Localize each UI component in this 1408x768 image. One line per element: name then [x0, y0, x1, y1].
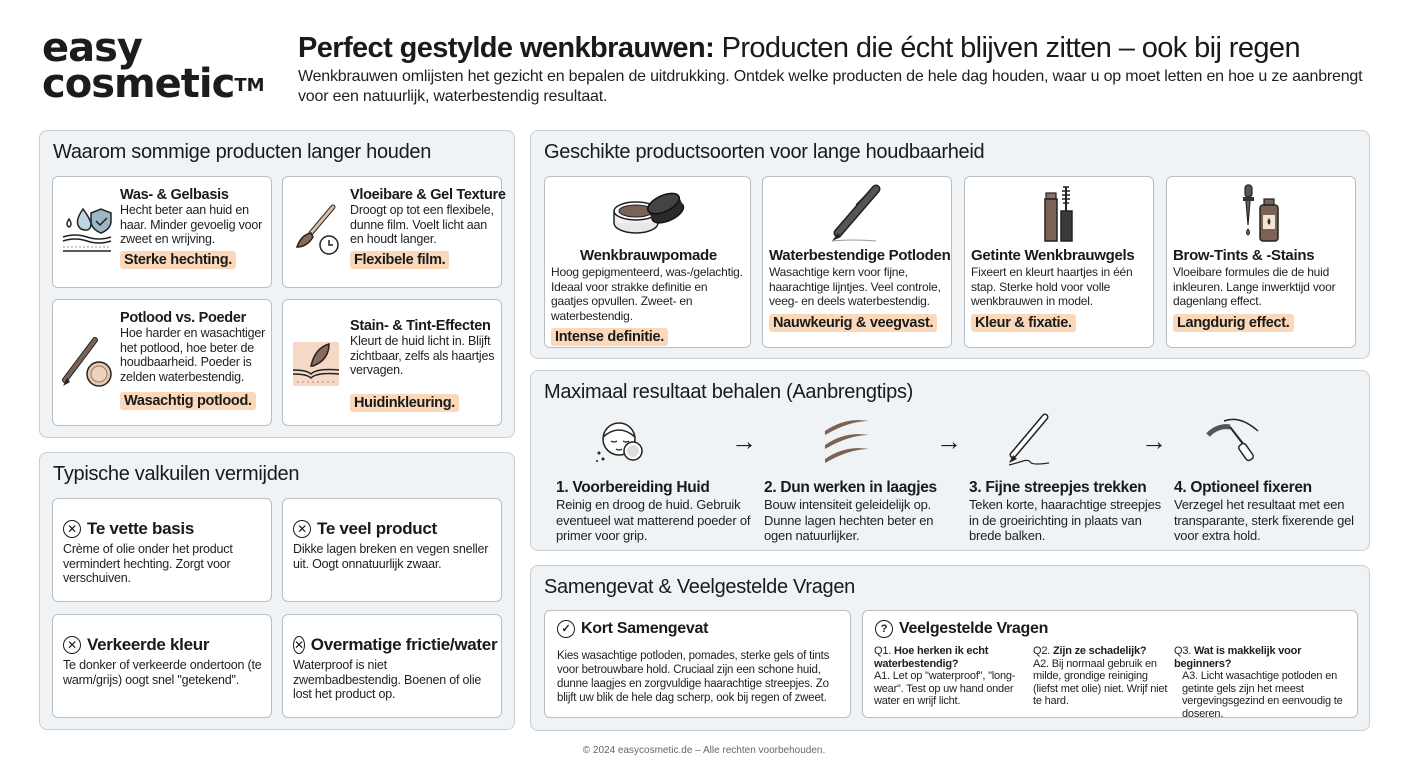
product-tag: Langdurig effect.	[1173, 314, 1294, 332]
why-card-liquid-gel	[282, 176, 506, 288]
tip-text: Reinig en droog de huid. Gebruik eventueel wat matterend poeder of primer voor grip.	[556, 497, 751, 543]
product-title: Wenkbrauwpomade	[580, 247, 717, 264]
water-shield-icon	[59, 201, 115, 257]
product-title: Waterbestendige Potloden	[769, 247, 951, 264]
x-circle-icon: ✕	[63, 636, 81, 654]
product-tag: Nauwkeurig & veegvast.	[769, 314, 937, 332]
dropper-bottle-icon	[1167, 183, 1355, 245]
faq-title: Veelgestelde Vragen	[899, 620, 1049, 637]
brush-clock-icon	[289, 203, 345, 259]
arrow-right-icon: →	[936, 426, 962, 456]
product-card-pencils	[762, 176, 952, 348]
x-circle-icon: ✕	[294, 638, 304, 652]
pitfall-title: Overmatige frictie/water	[310, 635, 498, 654]
product-card-pomade	[544, 176, 751, 348]
tip-text: Verzegel het resultaat met een transparante, sterk fixerende gel voor extra hold.	[1174, 497, 1354, 543]
product-text: Fixeert en kleurt haartjes in één stap. Sterke hold voor volle wenkbrauwen in model.	[971, 265, 1133, 308]
logo-line1: easy	[42, 25, 143, 71]
arrow-right-icon: →	[1141, 426, 1167, 456]
product-card-tints	[1166, 176, 1356, 348]
card-text: Hoe harder en wasachtiger het potlood, hoe beter de houdbaarheid. Poeder is zelden waterbestendig.	[120, 326, 266, 384]
pitfall-title: Te vette basis	[87, 519, 194, 538]
tip-step	[764, 411, 964, 544]
pitfall-text: Dikke lagen breken en vegen sneller uit. Oogt onnatuurlijk zwaar.	[293, 542, 489, 571]
pitfall-card	[52, 614, 272, 718]
pitfall-card	[52, 498, 272, 602]
tip-step	[556, 411, 756, 544]
faq-question-label: Q1.	[874, 645, 892, 657]
tip-text: Teken korte, haarachtige streepjes in de groeirichting in plaats van brede balken.	[969, 497, 1161, 543]
pen-stroke-icon	[969, 411, 1089, 471]
card-text: Kleurt de huid licht in. Blijft zichtbaar, zelfs als haartjes vervagen.	[350, 334, 495, 377]
faq-question: Wat is makkelijk voor beginners?	[1174, 645, 1302, 670]
short-summary-card	[544, 610, 851, 718]
page-title-bold: Perfect gestylde wenkbrauwen:	[298, 32, 715, 64]
pitfalls-panel	[39, 452, 515, 730]
pitfall-card	[282, 498, 502, 602]
pitfall-text: Te donker of verkeerde ondertoon (te warm/grijs) oogt snel "getekend".	[63, 658, 262, 687]
brow-gel-tube-icon	[965, 183, 1153, 245]
pitfalls-panel-title: Typische valkuilen vermijden	[53, 463, 300, 485]
tip-title: 1. Voorbereiding Huid	[556, 479, 710, 496]
tip-step	[969, 411, 1169, 544]
spoolie-brow-icon	[1174, 411, 1294, 471]
summary-panel-title: Samengevat & Veelgestelde Vragen	[544, 576, 855, 598]
why-card-stain-tint	[282, 299, 502, 426]
summary-panel	[530, 565, 1370, 731]
skin-leaf-icon	[289, 336, 345, 392]
product-tag: Kleur & fixatie.	[971, 314, 1076, 332]
tip-step	[1174, 411, 1374, 544]
product-text: Wasachtige kern voor fijne, haarachtige lijntjes. Veel controle, veeg- en deels waterbestendig.	[769, 265, 941, 308]
faq-answer: A1. Let op "waterproof", "long-wear". Test op uw hand onder water en wrijf licht.	[874, 670, 1016, 707]
x-circle-icon: ✕	[63, 520, 81, 538]
faq-question-label: Q2.	[1033, 645, 1051, 657]
faq-question: Hoe herken ik echt waterbestendig?	[874, 645, 989, 670]
pitfall-card	[282, 614, 502, 718]
pomade-jar-icon	[545, 183, 750, 245]
pitfall-text: Crème of olie onder het product vermindert hechting. Zorgt voor verschuiven.	[63, 542, 233, 585]
products-panel-title: Geschikte productsoorten voor lange houdbaarheid	[544, 141, 985, 163]
why-card-wax-gel	[52, 176, 272, 288]
card-text: Hecht beter aan huid en haar. Minder gevoelig voor zweet en wrijving.	[120, 203, 263, 246]
product-text: Hoog gepigmenteerd, was-/gelachtig. Ideaal voor strakke definitie en gaatjes opvullen. Zweet- en waterbestendig.	[551, 265, 743, 323]
logo-trademark: TM	[234, 75, 265, 96]
faq-item	[874, 645, 1022, 708]
mechanical-pencil-icon	[763, 183, 951, 245]
page-subtitle: Wenkbrauwen omlijsten het gezicht en bepalen de uitdrukking. Ontdek welke producten de hele dag houden, waar u op moet letten en hoe u ze aanbrengt voor een natuurlijk, waterbestendig resultaat.	[298, 68, 1363, 105]
card-tag: Flexibele film.	[350, 251, 449, 269]
brow-layers-icon	[764, 411, 934, 471]
card-title: Stain- & Tint-Effecten	[350, 318, 491, 334]
tip-text: Bouw intensiteit geleidelijk op. Dunne lagen hechten beter en ogen natuurlijker.	[764, 497, 934, 543]
tip-title: 4. Optioneel fixeren	[1174, 479, 1312, 496]
why-card-pencil-powder	[52, 299, 272, 426]
short-summary-title: Kort Samengevat	[581, 620, 709, 637]
page-title	[298, 30, 1300, 66]
product-title: Getinte Wenkbrauwgels	[971, 247, 1135, 264]
card-title: Was- & Gelbasis	[120, 187, 229, 203]
products-panel	[530, 130, 1370, 359]
faq-question: Zijn ze schadelijk?	[1053, 645, 1147, 657]
footer-copyright: © 2024 easycosmetic.de – Alle rechten voorbehouden.	[582, 745, 826, 756]
face-cleansing-icon	[556, 411, 686, 471]
short-summary-text: Kies wasachtige potloden, pomades, sterke gels of tints voor betrouwbare hold. Cruciaal zijn een schone huid, dunne laagjes en zorgvuldige haarachtige streepjes. Zo blijft uw blik de hele dag scherp, ook bij regen of zweet.	[557, 650, 830, 704]
pitfall-title: Verkeerde kleur	[87, 635, 210, 654]
product-tag: Intense definitie.	[551, 328, 668, 346]
page-title-rest: Producten die écht blijven zitten – ook bij regen	[714, 32, 1300, 64]
brand-logo	[42, 25, 265, 107]
check-circle-icon: ✓	[557, 620, 575, 638]
card-tag: Sterke hechting.	[120, 251, 236, 269]
pitfall-text: Waterproof is niet zwembadbestendig. Boenen of olie lost het product op.	[293, 658, 482, 701]
card-tag: Huidinkleuring.	[350, 394, 459, 412]
faq-answer: A2. Bij normaal gebruik en milde, grondige reiniging (liefst met olie) niet. Wrijf niet te hard.	[1033, 657, 1168, 707]
card-text: Droogt op tot een flexibele, dunne film. Voelt licht aan en houdt langer.	[350, 203, 494, 246]
card-tag: Wasachtig potlood.	[120, 392, 256, 410]
product-title: Brow-Tints & -Stains	[1173, 247, 1315, 264]
pitfall-title: Te veel product	[317, 519, 437, 538]
why-panel-title: Waarom sommige producten langer houden	[53, 141, 432, 163]
pencil-powder-icon	[59, 336, 115, 392]
faq-item	[1033, 645, 1173, 708]
tips-panel-title: Maximaal resultaat behalen (Aanbrengtips)	[544, 381, 914, 403]
product-text: Vloeibare formules die de huid inkleuren. Lange inwerktijd voor dagenlang effect.	[1173, 265, 1336, 308]
faq-item	[1174, 645, 1354, 720]
faq-question-label: Q3.	[1174, 645, 1192, 657]
card-title: Potlood vs. Poeder	[120, 310, 246, 326]
tip-title: 2. Dun werken in laagjes	[764, 479, 937, 496]
arrow-right-icon: →	[731, 426, 757, 456]
why-panel	[39, 130, 515, 438]
faq-card	[862, 610, 1358, 718]
product-card-brow-gels	[964, 176, 1154, 348]
tip-title: 3. Fijne streepjes trekken	[969, 479, 1147, 496]
tips-panel	[530, 370, 1370, 551]
logo-line2: cosmetic	[42, 61, 235, 107]
x-circle-icon: ✕	[293, 520, 311, 538]
question-circle-icon: ?	[875, 620, 893, 638]
faq-answer: A3. Licht wasachtige potloden en getinte gels zijn het meest vergevingsgezind en eenvoudig te doseren.	[1182, 670, 1343, 720]
card-title: Vloeibare & Gel Texture	[350, 187, 506, 203]
